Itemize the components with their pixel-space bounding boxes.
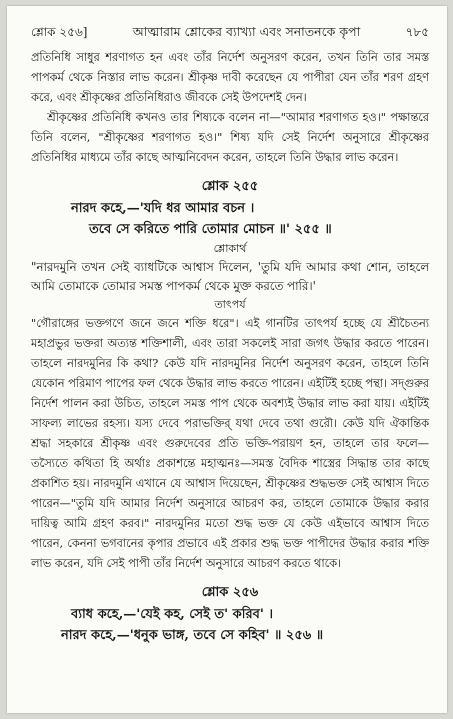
translation-label: শ্লোকার্থ <box>213 242 247 255</box>
paragraph-2: শ্রীকৃষ্ণের প্রতিনিধি কখনও তার শিষ্যকে বলেন না—"আমার শরণাগত হও।" পক্ষান্তরে তিনি বলেন, "শ্রীকৃষ্ণের শরণাগত হও।" শিষ্য যদি সেই নির্দেশ অনুসারে শ্রীকৃষ্ণের প্রতিনিধির মাধ্যমে তাঁর কাছে আত্মনিবেদন করেন, তাহলে তিনি উদ্ধার লাভ করেন। <box>31 111 429 164</box>
chapter-title: আত্মারাম শ্লোকের ব্যাখ্যা এবং সনাতনকে কৃপা <box>132 24 361 39</box>
verse-255-line-1: নারদ কহে,—'যদি ধর আমার বচন । <box>71 201 255 216</box>
verse-255-purport: "গৌরাঙ্গের ভক্তগণে জনে জনে শক্তি ধরে"। এই গানটির তাৎপর্য হচ্ছে যে শ্রীচৈতন্য মহাপ্রভুর ভক্তরা অত্যন্ত শক্তিশালী, এবং তারা সকলেই সারা জগৎ উদ্ধার করতে পারেন। তাহলে নারদমুনির কি কথা? কেউ যদি নারদমুনির নির্দেশ অনুসরণ করেন, তাহলে তিনি যেকোন পরিমাণ পাপের ফল থেকে উদ্ধার লাভ করতে পারেন। এইটিই হচ্ছে পন্থা। সদ্গুরুর নির্দেশ পালন করা উচিত, তাহলে সমস্ত পাপ থেকে অবশ্যই উদ্ধার লাভ করা যায়। এইটিই সাফল্য লাভের রহস্য। যস্য দেবে পরাভক্তির্ যথা দেবে তথা গুরৌ। কেউ যদি ঐকান্তিক শ্রদ্ধা সহকারে শ্রীকৃষ্ণ এবং গুরুদেবের প্রতি ভক্তি-পরায়ণ হন, তাহলে তার ফলে—তস্যৈতে কথিতা হি অর্থাঃ প্রকাশন্তে মহাত্মনঃ—সমস্ত বৈদিক শাস্ত্রের সিদ্ধান্ত তার কাছে প্রকাশিত হয়। নারদমুনি এখানে যে আশ্বাস দিয়েছেন, শ্রীকৃষ্ণের শুদ্ধভক্ত সেই আশ্বাস দিতে পারেন—"তুমি যদি আমার নির্দেশ অনুসারে আচরণ কর, তাহলে তোমাকে উদ্ধার করার দায়িত্ব আমি গ্রহণ করব।" নারদমুনির মতো শুদ্ধ ভক্ত যে কেউ এইভাবে আশ্বাস দিতে পারেন, কেননা ভগবানের কৃপার প্রভাবে এই প্রকার শুদ্ধ ভক্ত পাপীদের উদ্ধার করার শক্তি লাভ করেন, যদি সেই পাপী তাঁর নির্দেশ অনুসারে আচরণ করতে থাকে। <box>31 317 429 570</box>
verse-255-translation: "নারদমুনি তখন সেই ব্যাধটিকে আশ্বাস দিলেন, 'তুমি যদি আমার কথা শোন, তাহলে আমি তোমাকে তোমার সমস্ত পাপকর্ম থেকে মুক্ত করতে পারি।' <box>31 260 429 293</box>
purport-label: তাৎপর্য <box>214 298 246 311</box>
verse-256-line-2: নারদ কহে,—'ধনুক ভাঙ্গ, তবে সে কহিব' ॥ ২৫৬ ॥ <box>61 628 324 643</box>
verse-255-line-2: তবে সে করিতে পারি তোমার মোচন ॥' ২৫৫ ॥ <box>89 222 332 237</box>
page-header <box>31 24 429 44</box>
verse-256-line-1: ব্যাধ কহে,—'যেই কহ, সেই ত' করিব' । <box>71 607 274 622</box>
paragraph-1: প্রতিনিধি সাধুর শরণাগত হন এবং তাঁর নির্দেশ অনুসরণ করেন, তখন তিনি তার সমস্ত পাপকর্ম থেকে নিস্তার লাভ করেন। শ্রীকৃষ্ণ দাবী করেছেন যে পাপীরা যেন তাঁর শরণ গ্রহণ করে, এবং শ্রীকৃষ্ণের প্রতিনিধিরাও জীবকে সেই উপদেশই দেন। <box>31 51 429 104</box>
verse-reference: শ্লোক ২৫৬] <box>31 25 88 39</box>
verse-256-heading: শ্লোক ২৫৬ <box>201 585 259 600</box>
book-page <box>7 6 447 713</box>
page-body <box>31 48 429 646</box>
verse-255-heading: শ্লোক ২৫৫ <box>201 179 259 194</box>
page-number: ৭৮৫ <box>405 25 429 39</box>
